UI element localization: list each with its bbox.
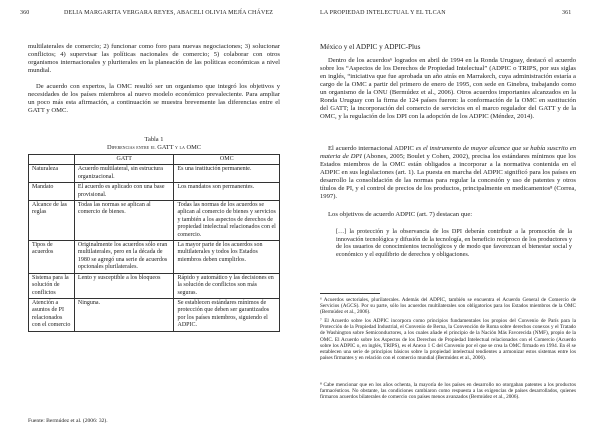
right-paragraph-1: Dentro de los acuerdos⁶ logrados en abril de 1994 en la Ronda Uruguay, destacó el acuerdo sobre los “Aspectos de los Derechos de Propiedad Intelectual” (ADPIC o TRIPS, por sus siglas en inglés, “iniciativa que fue aprobada un año atrás en Marrakech, cuya administración estaría a cargo de la OMC a partir del primero de enero de 1995, con sede en Ginebra, trabajando como un organismo de la ONU (Bermúdez et al., 2006). Otros acuerdos importantes alcanzados en la Ronda Uruguay con la firma de 124 países fueron: la conformación de la OMC en sustitución del GATT; la incorporación del comercio de servicios en el marco regulador del GATT y de la OMC, y la regulación de los DPI con la adopción de los ADPIC (Méndez, 2014). — [320, 57, 576, 120]
table-cell: Ninguna. — [74, 298, 174, 331]
table-cell: Naturaleza — [29, 165, 75, 183]
table-row — [29, 165, 280, 183]
table-row — [29, 201, 280, 241]
table-cell: Todas las normas de los acuerdos se aplican al comercio de bienes y servicios y también a los aspectos de derechos de propiedad intelectual relacionados con el comercio. — [174, 201, 280, 241]
right-page-number: 361 — [562, 10, 572, 16]
right-page — [300, 0, 600, 431]
table-source: Fuente: Bermúdez et al. (2006: 32). — [28, 418, 108, 424]
table-cell: Alcance de las reglas — [29, 201, 75, 241]
table-cell: Mandato — [29, 183, 75, 201]
right-paragraph-3: Los objetivos de acuerdo ADPIC (art. 7) destacan que: — [328, 211, 473, 218]
table-cell: Lento y susceptible a los bloqueos — [74, 273, 174, 298]
table-row — [29, 298, 280, 331]
table-header-cell — [29, 155, 75, 165]
table-cell: La mayor parte de los acuerdos son multilaterales y todos los Estados miembros deben cumplirlos. — [174, 241, 280, 274]
table-header-row — [29, 155, 280, 165]
table-cell: El acuerdo es aplicado con una base provisional. — [74, 183, 174, 201]
table-cell: Todas las normas se aplican al comercio de bienes. — [74, 201, 174, 241]
table-cell: Sistema para la solución de conflictos — [29, 273, 75, 298]
table-label: Tabla 1 — [144, 136, 164, 143]
table-cell: Los mandatos son permanentes. — [174, 183, 280, 201]
table-row — [29, 183, 280, 201]
table-cell: Atención a asuntos de PI relacionados con el comercio — [29, 298, 75, 331]
table-cell: Acuerdo multilateral, sin estructura organizacional. — [74, 165, 174, 183]
right-paragraph-2 — [320, 145, 576, 201]
footnote-8: ⁸ Cabe mencionar que en los años ochenta, la mayoría de los países en desarrollo no otorgaban patentes a los productos farmacéuticos. No obstante, las condiciones cambiaron como respuesta a las exigencias de países desarrollados, quienes firmaron acuerdos bilaterales de comercio con países menos avanzados (Bermúdez et al., 2006). — [320, 382, 576, 401]
section-title: México y el ADPIC y ADPIC-Plus — [320, 43, 421, 51]
paragraph-2-lead: El acuerdo internacional ADPIC — [328, 145, 416, 152]
block-quote: […] la protección y la observancia de los DPI deberán contribuir a la promoción de la innovación tecnológica y difusión de la tecnología, en beneficio recíproco de los productores y de los usuarios de conocimientos tecnológicos y de modo que favorezcan el bienestar social y económico y el equilibrio de derechos y obligaciones. — [336, 228, 572, 258]
table-header-cell: GATT — [74, 155, 174, 165]
left-running-head: DELIA MARGARITA VERGARA REYES, ABACELI OLIVIA MEJÍA CHÁVEZ — [64, 10, 274, 16]
table-cell: Se establecen estándares mínimos de protección que deben ser garantizados por los países miembros, siguiendo el ADPIC. — [174, 298, 280, 331]
paragraph-2-emphasis: es el instrumento de mayor alcance que se había suscrito en materia de DPI — [320, 145, 576, 160]
table-cell: Es una institución permanente. — [174, 165, 280, 183]
left-page-number: 360 — [20, 10, 30, 16]
footnote-rule — [320, 293, 380, 294]
footnote-7: ⁷ El Acuerdo sobre los ADPIC incorpora como principios fundamentales los propios del Convenio de París para la Protección de la Propiedad Industrial, el Convenio de Berna, la Convención de Roma sobre derechos conexos y el Tratado de Washington sobre Semiconductores, a los cuales añade el principio de la Nación Más Favorecida (NMF), propio de la OMC. El Acuerdo sobre los Aspectos de los Derechos de Propiedad Intelectual relacionados con el Comercio (Acuerdo sobre los ADPIC o, en inglés, TRIPS), es el Anexo 1 C del Convenio por el que se crea la OMC firmado en 1994. En él se establecen una serie de principios básicos sobre la propiedad intelectual tendientes a armonizar estos sistemas entre los países firmantes y en relación con el comercio mundial (Bermúdez et al., 2006). — [320, 318, 576, 362]
table-row — [29, 241, 280, 274]
right-running-head: LA PROPIEDAD INTELECTUAL Y EL TLCAN — [320, 10, 446, 16]
table-cell: Originalmente los acuerdos sólo eran multilaterales, pero en la década de 1980 se agregó una serie de acuerdos opcionales plurilaterales. — [74, 241, 174, 274]
table-row — [29, 273, 280, 298]
left-paragraph-1: multilaterales de comercio; 2) funcionar como foro para nuevas negociaciones; 3) solucionar conflictos; 4) supervisar las políticas nacionales de comercio; 5) colaborar con otros organismos internacionales y pluriterales en la planeación de las políticas económicas a nivel mundial. — [28, 43, 280, 74]
table-cell: Rápido y automático y las decisiones en la solución de conflictos son más seguras. — [174, 273, 280, 298]
footnote-6: ⁶ Acuerdos sectoriales, plurilaterales. Además del ADPIC, también se encuentra el Acuerdo General de Comercio de Servicios (AGCS). Por su parte, sólo los acuerdos multilaterales son obligatorios para los Estados miembros de la OMC (Bermúdez et al., 2006). — [320, 297, 576, 316]
table-caption: Diferencias entre el GATT y la OMC — [106, 144, 202, 151]
left-paragraph-2: De acuerdo con expertos, la OMC resultó ser un organismo que integró los objetivos y necesidades de los países miembros al nuevo modelo económico prevaleciente. Para ampliar un poco más esta afirmación, a continuación se muestra brevemente las diferencias entre el GATT y OMC. — [28, 83, 280, 114]
comparison-table — [28, 154, 280, 332]
paragraph-2-rest: (Abones, 2005; Boulet y Cohen, 2002), precisa los estándares mínimos que los Estados miembros de la OMC están obligados a incorporar a la normativa contenida en el ADPIC en sus legislaciones (art. 1). La puesta en marcha del ADPIC significó para los países en desarrollo la consolidación de las normas para regular la concesión y uso de patentes y otros títulos de PI, y el control de precios de los productos, principalmente en medicamentos⁸ (Correa, 1997). — [320, 153, 576, 200]
table-cell: Tipos de acuerdos — [29, 241, 75, 274]
table-header-cell: OMC — [174, 155, 280, 165]
